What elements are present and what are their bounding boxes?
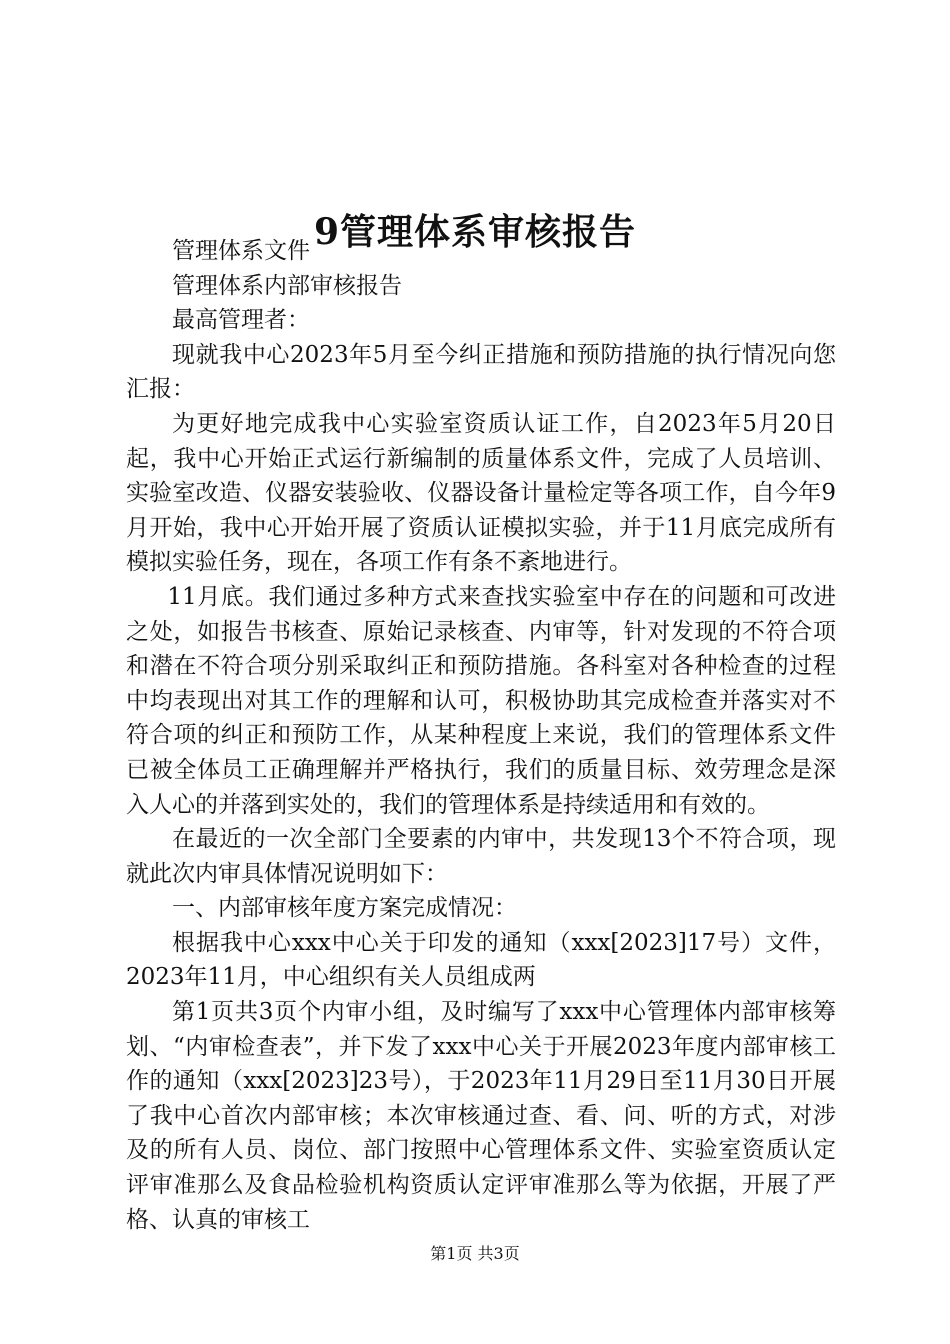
paragraph-intro: 现就我中心2023年5月至今纠正措施和预防措施的执行情况向您汇报： <box>126 341 836 403</box>
paragraph-doc-type: 管理体系文件 <box>172 238 310 264</box>
document-title: 9管理体系审核报告 <box>313 211 637 254</box>
paragraph-internal-audit: 在最近的一次全部门全要素的内审中，共发现13个不符合项，现就此次内审具体情况说明如下： <box>126 826 836 887</box>
paragraph-section-heading: 一、内部审核年度方案完成情况： <box>172 895 517 922</box>
paragraph-salutation: 最高管理者： <box>172 307 310 334</box>
paragraph-notice: 根据我中心xxx中心关于印发的通知（xxx[2023]17号）文件，2023年11月，中心组织有关人员组成两 <box>126 929 836 991</box>
paragraph-november: 11月底。我们通过多种方式来查找实验室中存在的问题和可改进之处，如报告书核查、原始记录核查、内审等，针对发现的不符合项和潜在不符合项分别采取纠正和预防措施。各科室对各种检查的过程中均表现出对其工作的理解和认可，积极协助其完成检查并落实对不符合项的纠正和预防工作，从某种程度上来说，我们的管理体系文件已被全体员工正确理解并严格执行，我们的质量目标、效劳理念是深入人心的并落到实处的，我们的管理体系是持续适用和有效的。 <box>126 583 836 818</box>
paragraph-background: 为更好地完成我中心实验室资质认证工作，自2023年5月20日起，我中心开始正式运行新编制的质量体系文件，完成了人员培训、实验室改造、仪器安装验收、仪器设备计量检定等各项工作，自今年9月开始，我中心开始开展了资质认证模拟实验，并于11月底完成所有模拟实验任务，现在，各项工作有条不紊地进行。 <box>126 410 836 576</box>
paragraph-report-name: 管理体系内部审核报告 <box>172 272 402 299</box>
document-body <box>126 234 836 1237</box>
page-footer: 第1页 共3页 <box>430 1244 520 1263</box>
paragraph-audit-details: 第1页共3页个内审小组，及时编写了xxx中心管理体内部审核筹划、“内审检查表”，并下发了xxx中心关于开展2023年度内部审核工作的通知（xxx[2023]23号），于2023年11月29日至11月30日开展了我中心首次内部审核；本次审核通过查、看、问、听的方式，对涉及的所有人员、岗位、部门按照中心管理体系文件、实验室资质认定评审准那么及食品检验机构资质认定评审准那么等为依据，开展了严格、认真的审核工 <box>126 999 836 1233</box>
